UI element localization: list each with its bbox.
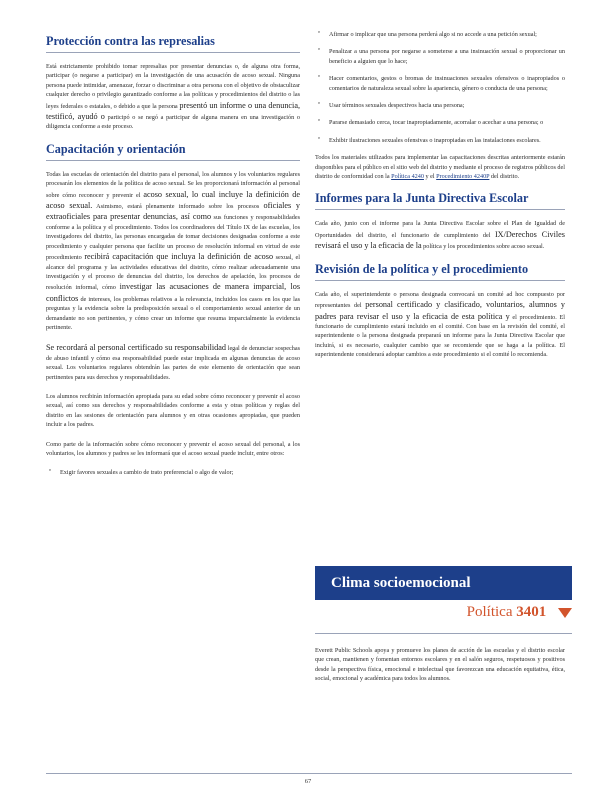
list-item [315, 30, 565, 39]
page-number: 67 [304, 778, 312, 785]
training-text-4: sexual, el alcance del programa y las actividades educativas del distrito, cómo realizar adecuadamente una investigación y el proceso de denuncias del distrito, los derechos de apelación, los procesos de resolución informal, cómo [46, 254, 300, 292]
policy-4240-link[interactable]: Política 4240 [391, 173, 424, 181]
bullet-icon: º [318, 48, 320, 55]
section-banner: Clima socioemocional [315, 566, 572, 600]
training-text-4-large: investigar las acusaciones de manera imparcial, los conflictos [46, 282, 301, 303]
certified-staff-text: legal de denunciar sospechas de abuso infantil y cómo esa responsabilidad puede estar implicada en algunas denuncias de acoso sexual. Los voluntarios regulares obtendrán las partes de este elemento de orientación que sean pertinentes para sus derechos y responsabilidades. [46, 345, 300, 381]
section-heading-retaliation: Protección contra las represalias [46, 34, 300, 53]
list-item [46, 468, 300, 477]
materials-paragraph [315, 153, 565, 181]
policy-label: Política [466, 604, 513, 620]
board-reports-paragraph [315, 219, 565, 251]
policy-number-header [315, 604, 572, 634]
bullet-icon: º [318, 119, 320, 126]
section-heading-policy-review: Revisión de la política y el procedimiento [315, 262, 565, 281]
certified-staff-large: Se recordará al personal certificado su responsabilidad [46, 343, 226, 353]
list-item-text: Afirmar o implicar que una persona perderá algo si no accede a una petición sexual; [329, 31, 537, 38]
section-heading-training: Capacitación y orientación [46, 142, 300, 161]
harassment-examples-list-left [46, 468, 300, 477]
list-item-text: Exigir favores sexuales a cambio de trato preferencial o algo de valor; [60, 469, 234, 477]
left-column [46, 30, 300, 486]
list-item [315, 74, 565, 93]
triangle-down-icon [558, 608, 572, 618]
materials-text: Todos los materiales utilizados para implementar las capacitaciones descritas anteriormente estarán disponibles para el público en el sitio web del distrito y mediante el proceso de registros públicos del distrito de conformidad con la [315, 154, 565, 181]
section-heading-board-reports: Informes para la Junta Directiva Escolar [315, 191, 565, 210]
list-item-text: Hacer comentarios, gestos o bromas de insinuaciones sexuales ofensivos o inapropiados o comentarios de naturaleza sexual sobre la apariencia, género o conducta de una persona; [329, 75, 565, 92]
training-text-5: de intereses, los problemas relativos a la relevancia, incluidos los casos en los que las preguntas y la evidencia sobre la predisposición sexual o el comportamiento sexual anterior de un demandante no son pertinentes, y cómo crear un informe que resuma imparcialmente la evidencia pertinente. [46, 295, 300, 331]
training-paragraph-2 [46, 342, 300, 382]
training-text-2: Asimismo, estará plenamente informado sobre los procesos [96, 203, 260, 211]
board-reports-text: Cada año, junio con el informe para la Junta Directiva Escolar sobre el Plan de Igualdad de Oportunidades del distrito, el funcionario de cumplimiento del [315, 220, 565, 239]
bullet-icon: º [49, 469, 51, 476]
retaliation-paragraph [46, 62, 300, 132]
training-paragraph-3: Los alumnos recibirán información apropiada para su edad sobre cómo reconocer y prevenir el acoso sexual, así como sus derechos y responsabilidades conforme a esta y otras políticas y reglas del distrito en las sesiones de orientación para alumnos y en otras ocasiones apropiadas, que pueden incluir a los padres. [46, 392, 300, 429]
policy-3401-paragraph: Everett Public Schools apoya y promueve los planes de acción de las escuelas y el distrito escolar que crean, mantienen y fomentan entornos escolares y en el salón seguros, respetuosos y positivos desde la perspectiva física, emocional e intelectual que favorezcan una educación equitativa, ética, social, emocional y académica para todos los alumnos. [315, 647, 565, 683]
training-text-3-large: recibirá capacitación que incluya la definición de acoso [84, 252, 274, 262]
bullet-icon: º [318, 75, 320, 82]
list-item-text: Usar términos sexuales despectivos hacia una persona; [329, 102, 465, 110]
policy-review-text-large: personal certificado y clasificado, voluntarios, alumnos y padres para revisar el uso y la eficacia de esta política y [315, 300, 565, 321]
procedure-4240p-link[interactable]: Procedimiento 4240P [436, 173, 490, 181]
footer-divider [46, 773, 572, 774]
list-item [315, 47, 565, 66]
bullet-icon: º [318, 31, 320, 37]
board-reports-text-end: política y los procedimientos sobre acoso sexual. [423, 243, 545, 251]
bullet-icon: º [318, 136, 320, 143]
list-item [315, 101, 565, 110]
training-text-2-large: oficiales y extraoficiales para presentar denuncias, así como [46, 201, 301, 222]
retaliation-text-large: presentó un informe o una denuncia, testificó, ayudó o [46, 100, 301, 122]
materials-and: y el [425, 173, 435, 181]
training-paragraph-1 [46, 170, 300, 333]
policy-review-text: Cada año, el superintendente o persona designada convocará un comité ad hoc compuesto por representantes del [315, 290, 565, 310]
right-column [315, 30, 565, 370]
list-item [315, 136, 565, 145]
retaliation-text-end: participó o se negó a participar de alguna manera en una investigación o diligencia conforme a este proceso. [46, 114, 301, 131]
training-paragraph-4: Como parte de la información sobre cómo reconocer y prevenir el acoso sexual del personal, a los voluntarios, los alumnos y padres se les informará que el acoso sexual puede incluir, entre otros: [46, 440, 300, 457]
policy-number: 3401 [516, 604, 547, 620]
retaliation-text: Está estrictamente prohibido tomar represalias por presentar denuncias o, de alguna otra forma, participar (o negarse a participar) en la investigación de una acusación de acoso sexual. Ninguna persona puede intimidar, amenazar, forzar o discriminar a otra persona con el objetivo de obstaculizar cualquier derecho o privilegio garantizado conforme a las políticas y procedimientos del distrito o las leyes federales o estatales, o debido a que la persona [46, 63, 300, 110]
materials-end: del distrito. [490, 173, 520, 181]
training-text-3: sus funciones y responsabilidades conforme a la política y el procedimiento. Todos los coordinadores del Título IX de las escuelas, los investigadores del distrito, las personas encargadas de tomar decisiones designadas conforme a este procedimiento y cualquier persona que facilite un proceso de resolución informal en virtud de este procedimiento [46, 214, 300, 262]
board-reports-text-large: IX/Derechos Civiles revisará el uso y la eficacia de la [315, 229, 565, 251]
bullet-icon: º [318, 102, 320, 109]
training-text-1-large: acoso sexual, lo cual incluye la definición de acoso sexual. [46, 189, 301, 211]
list-item-text: Penalizar a una persona por negarse a someterse a una insinuación sexual o proporcionar un beneficio a alguien que lo hace; [329, 48, 565, 65]
list-item-text: Pararse demasiado cerca, tocar inapropiadamente, acorralar o acechar a una persona; o [329, 119, 544, 127]
policy-review-text-end: el procedimiento. El funcionario de cumplimiento estará incluido en el comité. Con base en la revisión del comité, el superintendente o la persona designada preparará un informe para la Junta Directiva Escolar que incluirá, si es necesario, cualquier cambio que se recomiende que se haga a la política. El superintendente considerará adoptar cambios a este procedimiento si el comité lo recomienda. [315, 313, 566, 359]
harassment-examples-list [315, 30, 565, 145]
list-item-text: Exhibir ilustraciones sexuales ofensivas o inapropiadas en las instalaciones escolares. [329, 136, 541, 144]
policy-review-paragraph [315, 290, 565, 360]
list-item [315, 118, 565, 127]
training-text-1: Todas las escuelas de orientación del distrito para el personal, los alumnos y los voluntarios regulares procesarán los elementos de la política de acoso sexual. Se les proporcionará información al personal sobre cómo reconocer y prevenir el [46, 170, 300, 199]
